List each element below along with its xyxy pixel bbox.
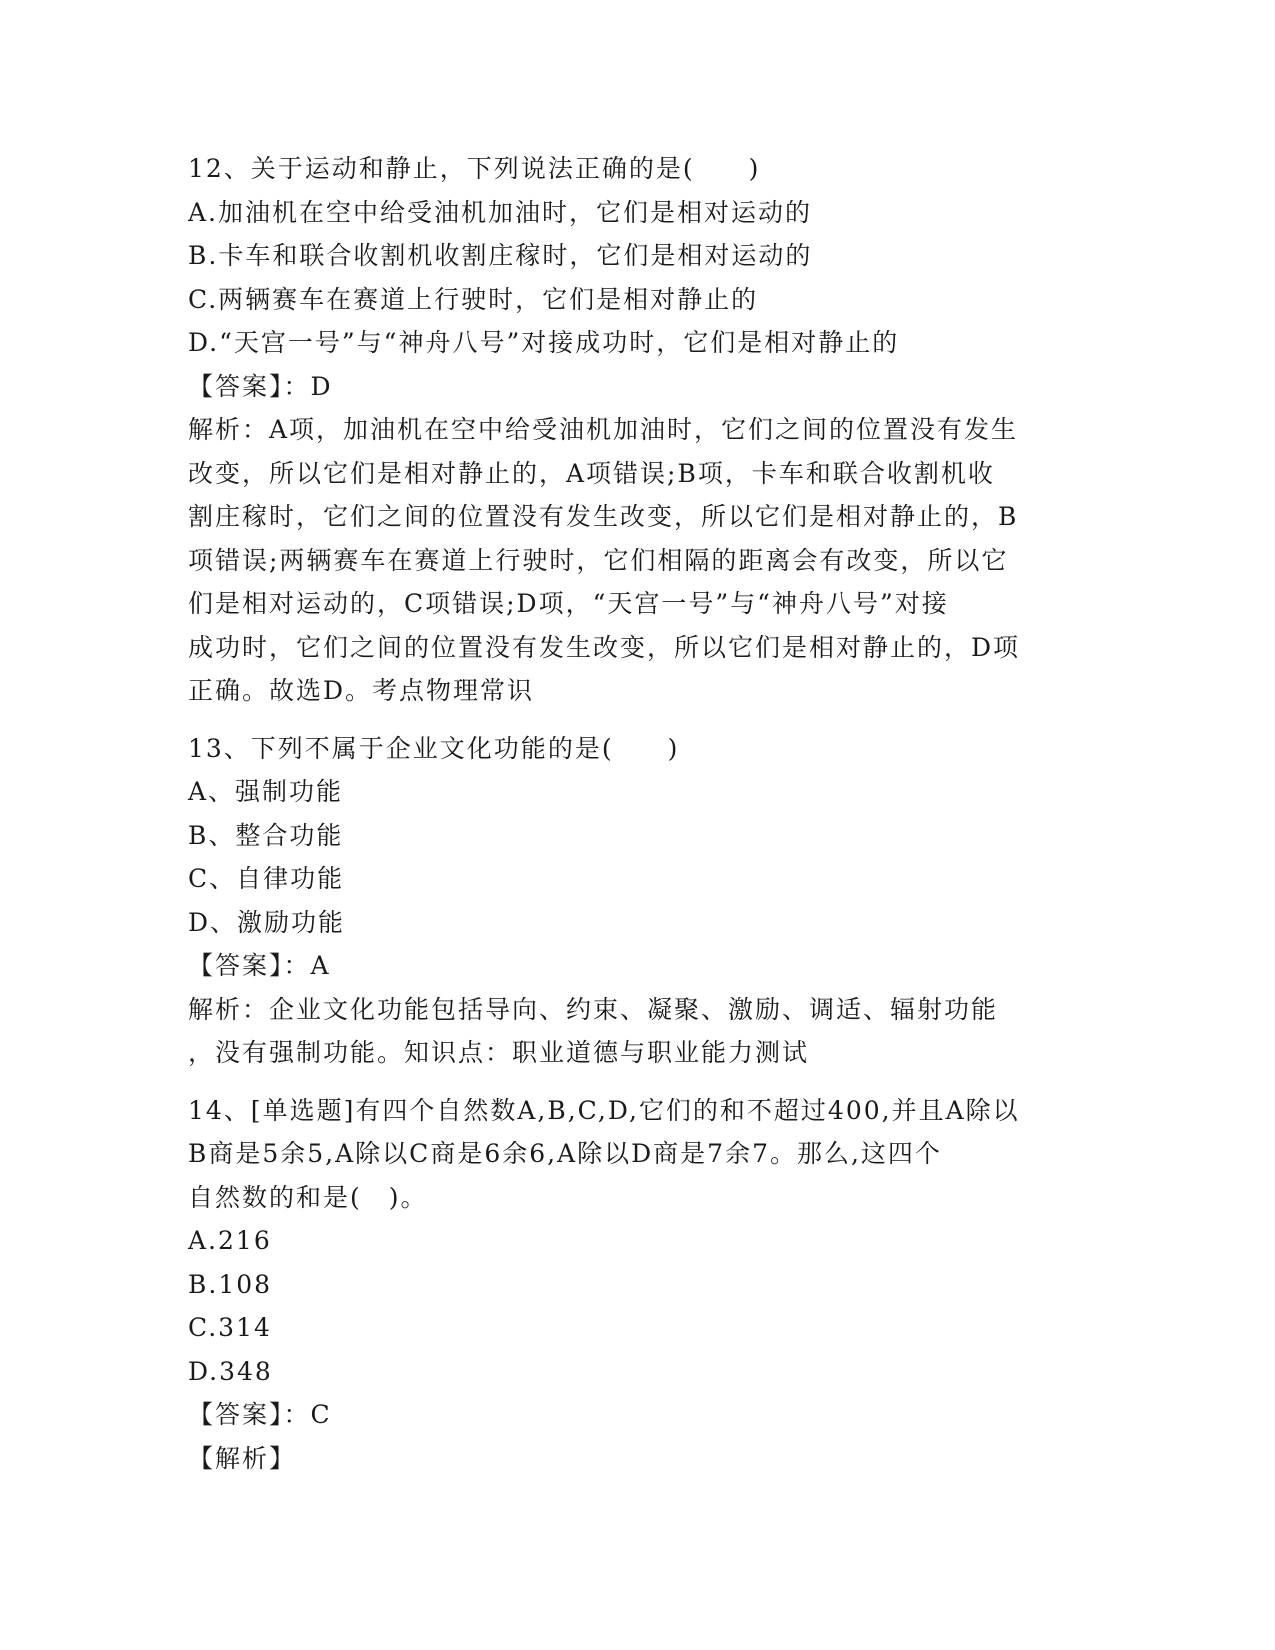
question-stem: 自然数的和是( )。 [188,1182,428,1212]
analysis-line: 们是相对运动的，C项错误;D项，“天宫一号”与“神舟八号”对接 [188,589,949,618]
question-12 [188,147,1088,713]
analysis-line: 成功时，它们之间的位置没有发生改变，所以它们是相对静止的，D项 [188,632,1021,662]
option-a: A、强制功能 [188,777,344,806]
option-a: A.216 [188,1226,272,1255]
option-d: D.348 [188,1356,273,1386]
answer-line: 【答案】：D [188,371,333,401]
question-stem: 13、下列不属于企业文化功能的是( ) [188,733,680,763]
analysis-line: 解析：企业文化功能包括导向、约束、凝聚、激励、调适、辐射功能 [188,994,999,1024]
analysis-line: 项错误;两辆赛车在赛道上行驶时，它们相隔的距离会有改变，所以它 [188,545,1009,575]
analysis-line: 正确。故选D。考点物理常识 [188,676,535,705]
question-stem: 12、关于运动和静止，下列说法正确的是( ) [188,154,761,183]
analysis-line: 改变，所以它们是相对静止的，A项错误;B项，卡车和联合收割机收 [188,458,995,488]
answer-line: 【答案】：C [188,1400,332,1429]
analysis-heading: 【解析】 [188,1443,297,1473]
option-c: C.两辆赛车在赛道上行驶时，它们是相对静止的 [188,284,759,314]
option-b: B.卡车和联合收割机收割庄稼时，它们是相对运动的 [188,241,813,270]
option-b: B、整合功能 [188,820,344,850]
option-b: B.108 [188,1269,273,1299]
option-d: D.“天宫一号”与“神舟八号”对接成功时，它们是相对静止的 [188,328,900,357]
document-content [188,147,1088,1494]
question-stem: 14、[单选题]有四个自然数A,B,C,D,它们的和不超过400,并且A除以 [188,1095,1020,1125]
analysis-line: 解析：A项，加油机在空中给受油机加油时，它们之间的位置没有发生 [188,415,1019,444]
question-14 [188,1089,1088,1481]
answer-line: 【答案】：A [188,951,331,980]
option-c: C.314 [188,1313,272,1342]
option-d: D、激励功能 [188,907,346,937]
question-stem: B商是5余5,A除以C商是6余6,A除以D商是7余7。那么,这四个 [188,1139,942,1168]
analysis-line: 割庄稼时，它们之间的位置没有发生改变，所以它们是相对静止的，B [188,502,1019,531]
question-13 [188,727,1088,1075]
option-c: C、自律功能 [188,864,345,893]
option-a: A.加油机在空中给受油机加油时，它们是相对运动的 [188,197,813,227]
analysis-line: ，没有强制功能。知识点：职业道德与职业能力测试 [188,1038,810,1067]
